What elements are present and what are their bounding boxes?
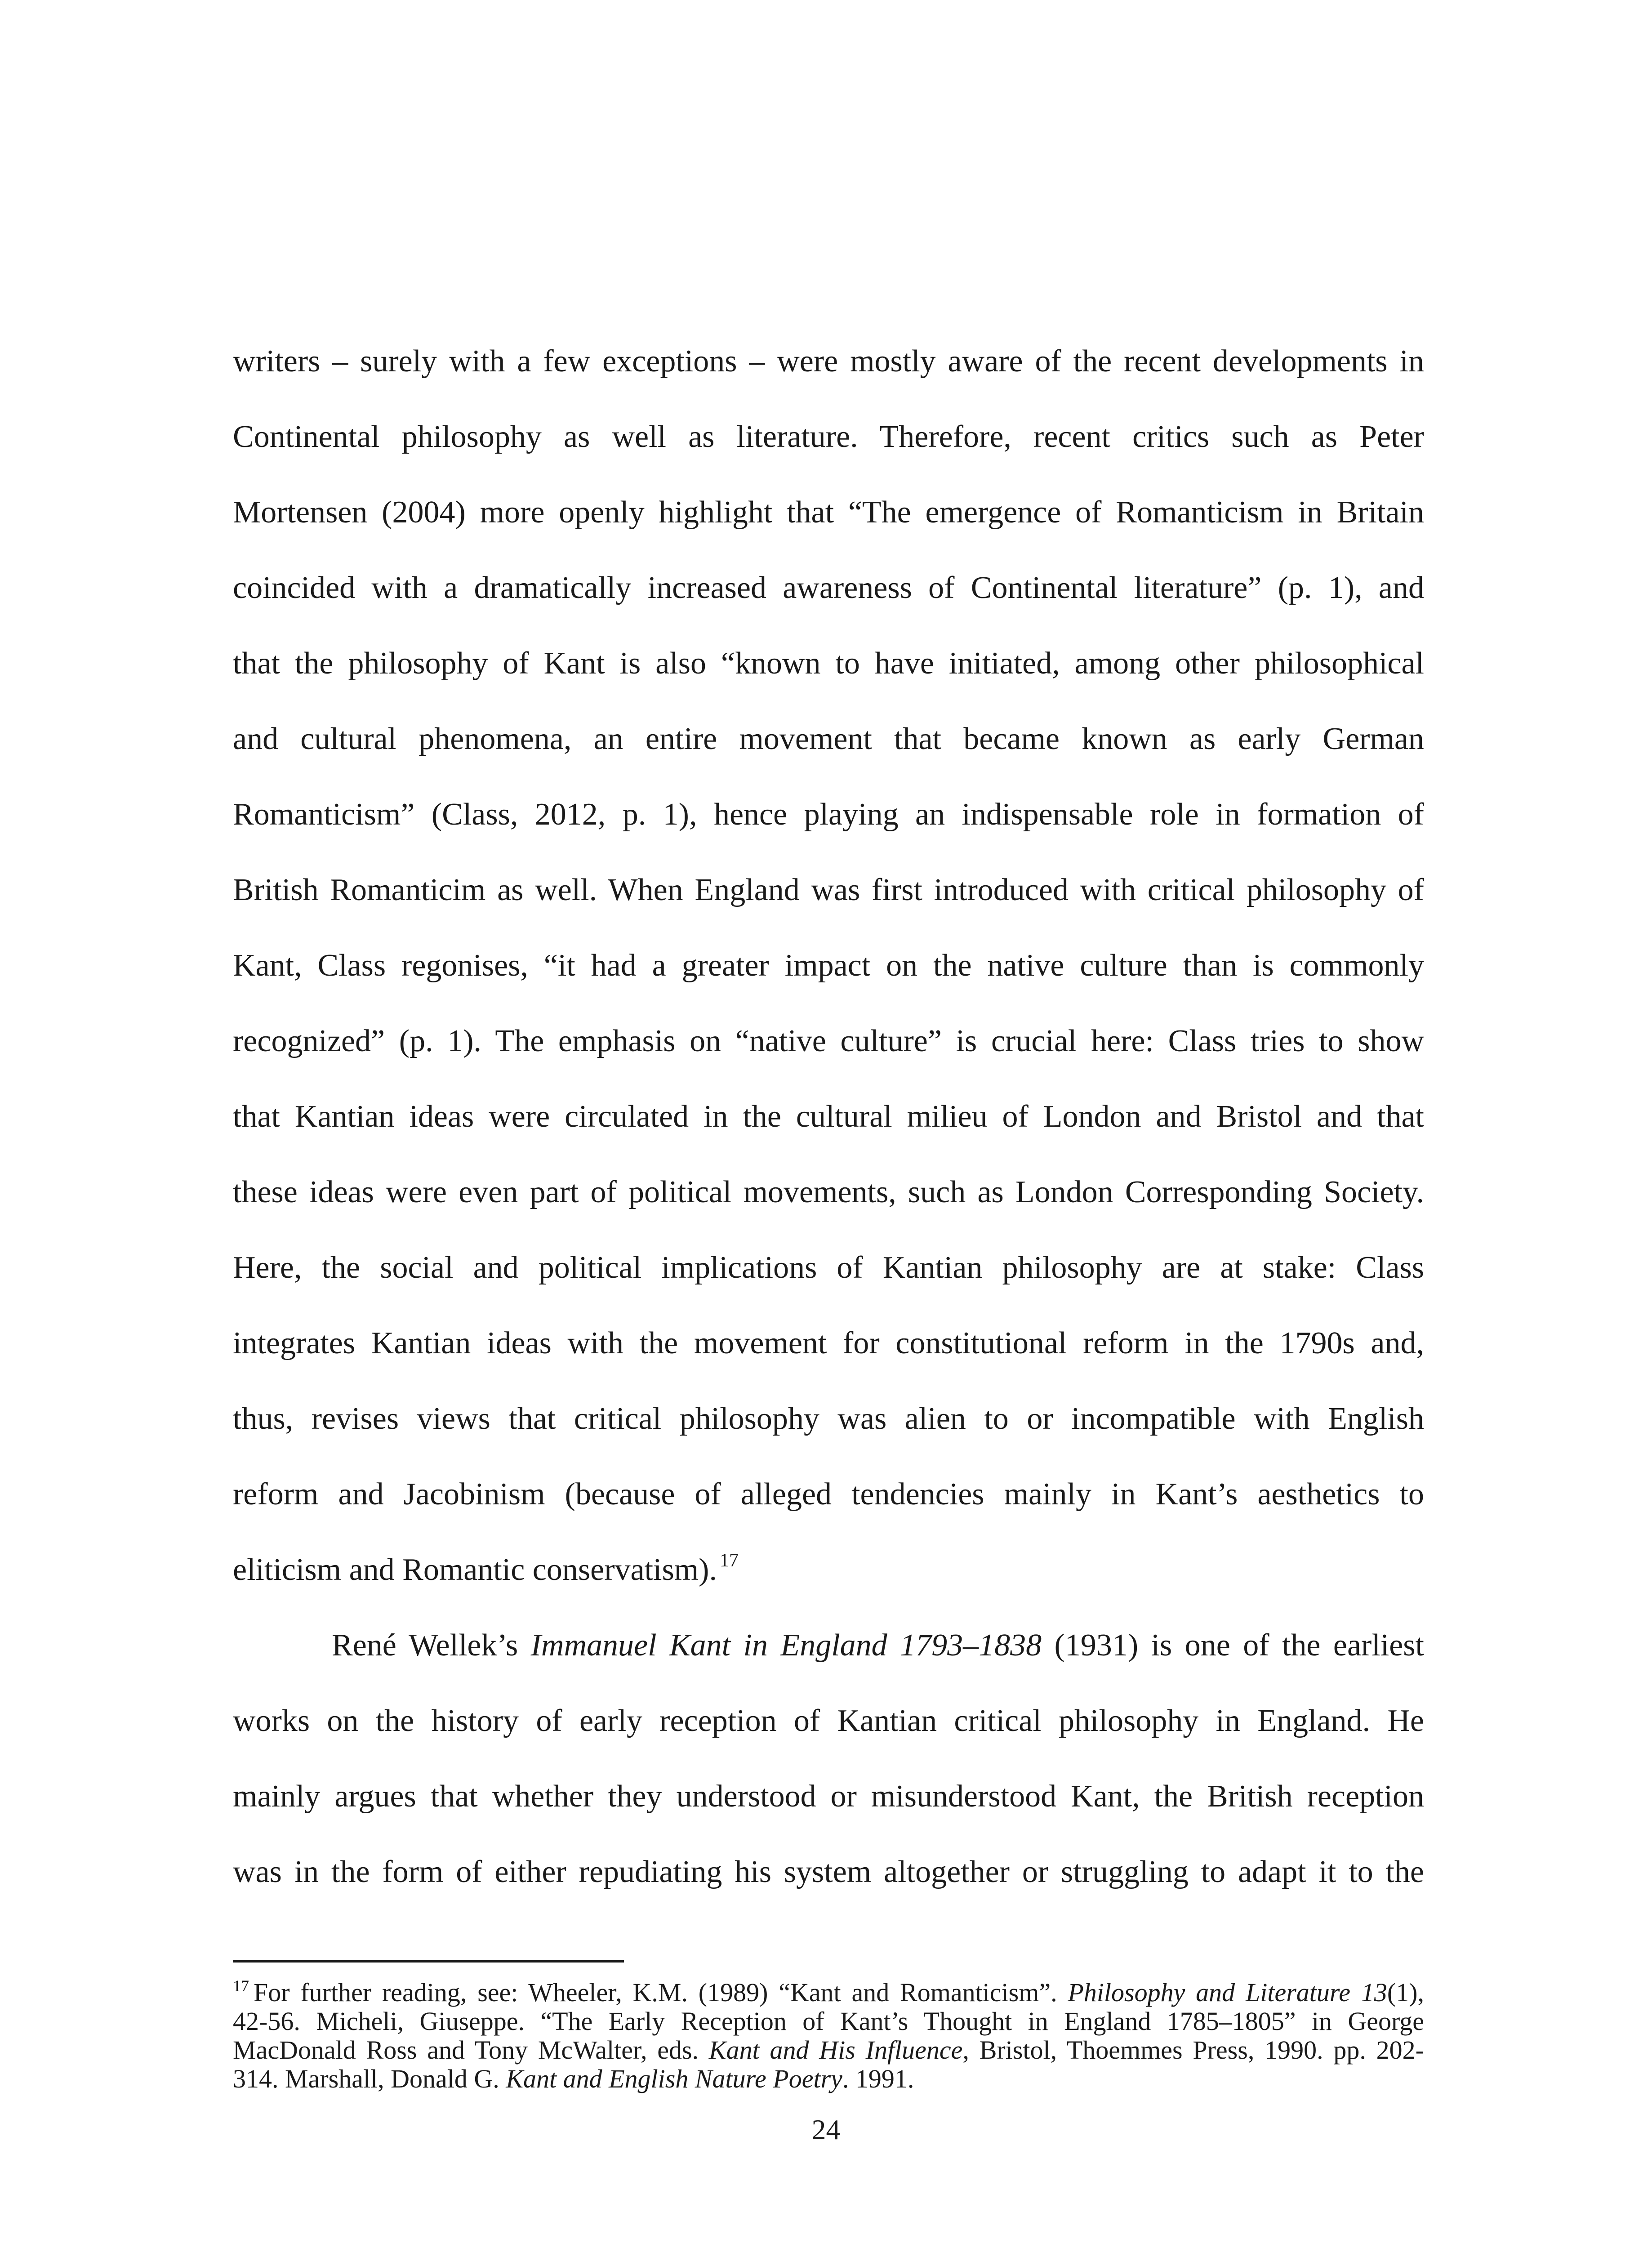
footnote-line [233, 1978, 1424, 2007]
footnote-line [233, 2036, 1424, 2065]
footnote-line: 42-56. Micheli, Giuseppe. “The Early Reception of Kant’s Thought in England 1785–1805” in George [233, 2007, 1424, 2036]
body-line: writers – surely with a few exceptions – were mostly aware of the recent developments in [233, 344, 1424, 379]
body-text-segment: René Wellek’s [332, 1628, 531, 1663]
body-line: reform and Jacobinism (because of alleged tendencies mainly in Kant’s aesthetics to [233, 1477, 1424, 1512]
body-line: that the philosophy of Kant is also “known to have initiated, among other philosophical [233, 646, 1424, 681]
footnote-text-segment: 314. Marshall, Donald G. [233, 2064, 506, 2093]
body-line: and cultural phenomena, an entire movement that became known as early German [233, 722, 1424, 756]
footnote-text-segment: For further reading, see: Wheeler, K.M. (1989) “Kant and Romanticism”. [254, 1978, 1068, 2007]
footnote-number: 17 [233, 1977, 249, 1995]
body-line-paragraph-end [233, 1532, 1424, 1608]
book-title-italic: Kant and English Nature Poetry [506, 2064, 842, 2093]
main-body-text [233, 324, 1424, 1910]
footnote-line [233, 2065, 1424, 2093]
footnote-text-segment: , Bristol, Thoemmes Press, 1990. pp. 202- [962, 2035, 1424, 2065]
body-line: thus, revises views that critical philosophy was alien to or incompatible with English [233, 1401, 1424, 1436]
body-line: integrates Kantian ideas with the movement for constitutional reform in the 1790s and, [233, 1326, 1424, 1360]
paragraph-2-first-line [233, 1608, 1424, 1683]
footnote-divider [233, 1960, 624, 1963]
footnote-text-segment: (1), [1387, 1978, 1424, 2007]
body-line: coincided with a dramatically increased awareness of Continental literature” (p. 1), and [233, 571, 1424, 605]
footnote-text-segment: . 1991. [842, 2064, 914, 2093]
footnote-block [233, 1978, 1424, 2093]
body-line: these ideas were even part of political movements, such as London Corresponding Society. [233, 1175, 1424, 1209]
body-line: that Kantian ideas were circulated in the cultural milieu of London and Bristol and that [233, 1099, 1424, 1134]
journal-title-italic: Philosophy and Literature 13 [1068, 1978, 1387, 2007]
body-line: was in the form of either repudiating his system altogether or struggling to adapt it to the [233, 1855, 1424, 1889]
body-line: Kant, Class regonises, “it had a greater impact on the native culture than is commonly [233, 948, 1424, 983]
footnote-reference[interactable]: 17 [719, 1550, 739, 1571]
page-number: 24 [811, 2114, 841, 2145]
body-line: Here, the social and political implications of Kantian philosophy are at stake: Class [233, 1250, 1424, 1285]
body-line: works on the history of early reception of Kantian critical philosophy in England. He [233, 1704, 1424, 1738]
body-line: Romanticism” (Class, 2012, p. 1), hence playing an indispensable role in formation of [233, 797, 1424, 832]
body-line: mainly argues that whether they understood or misunderstood Kant, the British reception [233, 1779, 1424, 1814]
body-line: recognized” (p. 1). The emphasis on “native culture” is crucial here: Class tries to show [233, 1024, 1424, 1058]
body-line: Mortensen (2004) more openly highlight that “The emergence of Romanticism in Britain [233, 495, 1424, 530]
body-line: British Romanticim as well. When England was first introduced with critical philosophy of [233, 873, 1424, 907]
body-text-segment: (1931) is one of the earliest [1042, 1628, 1425, 1663]
footnote-text-segment: MacDonald Ross and Tony McWalter, eds. [233, 2035, 709, 2065]
body-line-text: eliticism and Romantic conservatism). [233, 1552, 717, 1587]
book-title-italic: Immanuel Kant in England 1793–1838 [530, 1628, 1042, 1663]
body-line: Continental philosophy as well as literature. Therefore, recent critics such as Peter [233, 419, 1424, 454]
book-title-italic: Kant and His Influence [708, 2035, 963, 2065]
